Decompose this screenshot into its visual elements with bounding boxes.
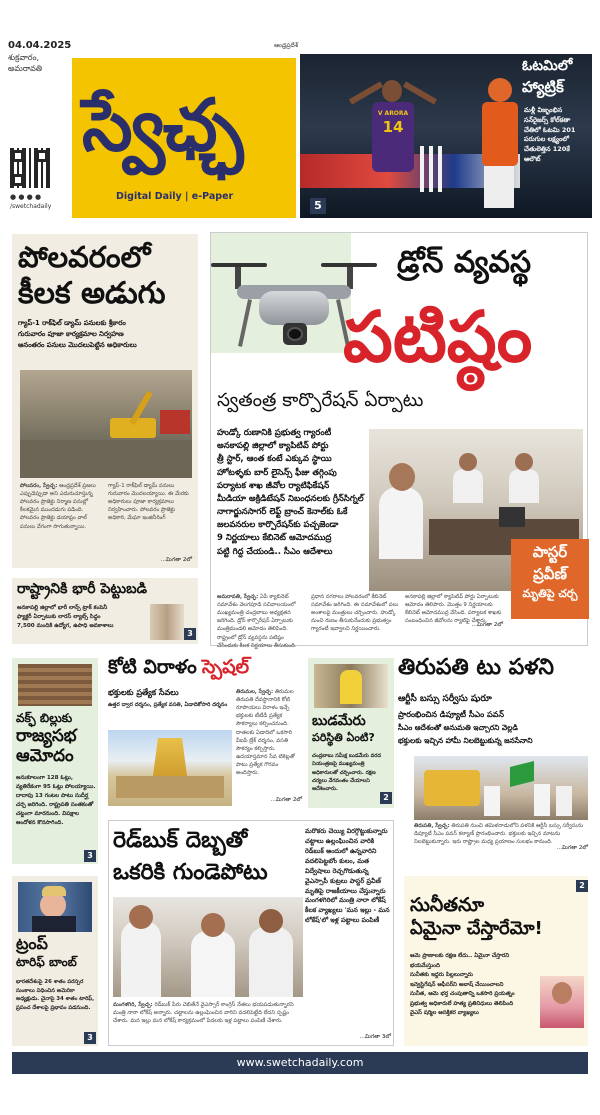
date-block — [8, 40, 82, 80]
sunita-title-1: సునీతనూ — [410, 894, 485, 916]
polavaram-col-1 — [20, 482, 102, 566]
social-icons: ● ● ● ● — [10, 193, 42, 201]
sunita-line: సునీత, ఆమె భర్త చంపుతాన్ని ఒకసారి ప్రయత్నం — [410, 991, 515, 997]
temple-photo[interactable] — [108, 730, 232, 806]
footer-bar — [12, 1052, 588, 1074]
trump-title-1: ట్రంప్ — [16, 934, 48, 953]
redbook-continued[interactable]: …మిగతా 3లో — [359, 1034, 391, 1040]
polavaram-sub-1: గ్యాప్-1 రాక్‌ఫిల్ డ్యామ్ పనులకు శ్రీకారం — [18, 319, 126, 327]
promo-title-1: ఓటమిలో — [522, 58, 573, 74]
ttd-story[interactable] — [108, 658, 302, 808]
sunita-story[interactable] — [404, 876, 588, 1046]
state-label: ఆంధ్రప్రదేశ్ — [274, 42, 298, 49]
drone-point: మీడియా అక్రిడిటేషన్ నిబంధనలకు గ్రీన్‌సిగ్నల్ — [217, 493, 364, 504]
redbook-col — [113, 1001, 303, 1041]
drone-point: పట్టి గిద్ద చేయండి.. సీఎం ఆదేశాలు — [217, 546, 333, 557]
waqf-page-badge[interactable]: 3 — [84, 850, 96, 862]
investment-line-3: 7,500 మందికి ఉద్యోగ, ఉపాధి అవకాశాలు — [17, 622, 114, 629]
tirupati-lines — [398, 692, 588, 752]
issue-city: అమరావతి — [8, 64, 43, 73]
investment-line-2: ఫ్యాక్టరీ ఏర్పాటుకు లారస్ ల్యాబ్స్ సిద్ధం — [17, 613, 101, 620]
sunita-page-badge[interactable]: 2 — [576, 880, 588, 892]
drone-point: 9 నిర్ణయాలు కేబినెట్ ఆమోదముద్ర — [217, 533, 332, 544]
polavaram-dateline: పోలవరం, స్వేచ్ఛ: — [20, 483, 58, 489]
polavaram-sub-3: అనంతరం పనులు మొదలుపెట్టిన అధికారులు — [18, 341, 137, 350]
ttd-body: తిరుమల తిరుపతి దేవస్థానానికి కోటి రూపాయలు విరాళం ఇచ్చే భక్తులకు టీటీడీ ప్రత్యేక సౌకర్యాలు కల్పించనుంది. దాతలకు ఏడాదిలో ఒకసారి వీఐపీ బ్రేక్ దర్శనం, వసతి సౌకర్యం కల్పిస్తారు. ఉదయాస్తమాన సేవ టికెట్లతో పాటు ప్రత్యేక గౌరవం అందిస్తారు. — [236, 689, 295, 777]
trump-photo[interactable] — [18, 882, 92, 932]
ttd-continued[interactable]: …మిగతా 2లో — [270, 797, 302, 803]
drone-col-2 — [311, 593, 399, 645]
ttd-title-2: స్పెషల్ — [201, 656, 250, 678]
drone-point: అనకాపల్లి జిల్లాలో క్యాపిటివ్ పోర్టు — [217, 441, 329, 452]
polavaram-body-1: ఆంధ్రప్రదేశ్ ప్రజలు ఎప్పుడెప్పుడా అని ఎదురుచూస్తున్న పోలవరం ప్రాజెక్టు నిర్మాణ పనుల్లో కీలకమైన ముందడుగు పడింది. పోలవరం ప్రాజెక్టు డయాఫ్రం వాల్ పనులు వేగంగా సాగుతున్నాయి. — [20, 483, 96, 530]
trump-page-badge[interactable]: 3 — [84, 1032, 96, 1044]
polavaram-col-2 — [108, 482, 192, 556]
budameru-photo[interactable] — [314, 664, 388, 708]
ttd-sub-2: ఉత్తర ద్వార దర్శనం, ప్రత్యేక వసతి, ఏడాదికోసారి దర్శనం — [108, 702, 228, 708]
tirupati-continued[interactable]: …మిగతా 2లో — [556, 845, 588, 851]
logo-tagline: Digital Daily | e-Paper — [116, 191, 234, 202]
drone-body-2: ప్రధాన నగరాలు పోలవరంలో కేబినెట్ సమావేశం జరిగింది. ఈ సమావేశంలో పలు అంశాలపై మంత్రులు చర్చించారు. హుడ్కో నుంచి రుణం తీసుకునేందుకు ప్రభుత్వం గ్యారంటీ ఇవ్వాలని నిర్ణయించారు. — [311, 594, 399, 633]
drone-point: నాగార్జునసాగర్ లెఫ్ట్ బ్రాంచ్ కెనాల్‌కు ఓకే — [217, 507, 348, 518]
stumps — [420, 146, 442, 192]
budameru-title-2: పరిస్థితి ఏంటి? — [312, 731, 375, 744]
pastor-callout[interactable] — [511, 539, 589, 619]
investment-story[interactable] — [12, 578, 198, 644]
investment-photo[interactable] — [150, 604, 184, 640]
budameru-story[interactable] — [308, 658, 394, 808]
jersey-name: V ARORA — [377, 110, 409, 117]
drone-col-3 — [405, 593, 505, 645]
drone-body-3: అనకాపల్లి జిల్లాలో క్యాపిటివ్ పోర్టు ఏర్పాటుకు ఆమోదం తెలిపారు. మొత్తం 9 నిర్ణయాలకు కేబినెట్ ఆమోదముద్ర వేసింది. పర్యాటక శాఖకు సంబంధించిన జీవోలను ర్యాటిఫై చేశారు. — [405, 594, 502, 625]
footer-url[interactable]: www.swetchadaily.com — [236, 1056, 364, 1069]
redbook-dateline: మంగళగిరి, స్వేచ్ఛ: — [113, 1002, 153, 1008]
redbook-body: రెడ్‌బుక్ పేరు చెబితేనే వైఎస్సార్ కాంగ్రెస్ నేతలు భయపడుతున్నారని మంత్రి నారా లోకేష్ అన్నారు. చట్టాలను ఉల్లంఘించిన వారిని వదలిపెట్టేది లేదని స్పష్టం చేశారు. మన ఇల్లు మన లోకేష్ కార్యక్రమంలో పేదలకు ఇళ్ల పట్టాలు పంపిణీ చేశారు. — [113, 1002, 294, 1025]
waqf-body: అనుకూలంగా 128 ఓట్లు, వ్యతిరేకంగా 95 ఓట్లు పోలయ్యాయి. దాదాపు 13 గంటల పాటు సుదీర్ఘ చర్చ జరిగింది. రాష్ట్రపతి సంతకంతో చట్టంగా మారనుంది. విపక్షాల ఆందోళన కొనసాగింది. — [16, 775, 96, 826]
tirupati-line-1: ఆర్టీసీ బస్సు సర్వీసు షురూ — [398, 694, 492, 704]
promo-page-badge[interactable]: 5 — [310, 198, 326, 214]
polavaram-subheads — [18, 318, 196, 370]
polavaram-sub-2: గురువారం పూజా కార్యక్రమాల నిర్వహణ — [18, 330, 124, 339]
ttd-title-1: కోటి విరాళం — [108, 656, 197, 678]
sunita-line: ప్రభుత్వ అధికారులే హత్య ప్రతినిధులు తెలిపింది — [410, 1000, 514, 1007]
jersey-number: 14 — [382, 118, 404, 136]
budameru-page-badge[interactable]: 2 — [380, 792, 392, 804]
investment-page-badge[interactable]: 3 — [184, 628, 196, 640]
masthead — [8, 40, 592, 220]
batter-figure — [476, 78, 524, 208]
trump-title-2: టారిఫ్ బాంబ్ — [16, 955, 77, 969]
budameru-title-1: బుడమేరు — [312, 713, 366, 729]
investment-line-1: అనకాపల్లి జిల్లాలో భారీ లాన్స్ ట్రాక్ కంపెనీ — [17, 605, 108, 611]
waqf-title-2: రాజ్యసభ — [16, 726, 77, 746]
promo-title-2: హ్యాట్రిక్ — [522, 78, 564, 96]
drone-point: హుడ్కో రుణానికి ప్రభుత్వ గ్యారంటీ — [217, 428, 332, 438]
drone-col-1 — [217, 593, 305, 649]
waqf-story[interactable] — [12, 658, 98, 864]
ttd-title — [108, 658, 302, 684]
redbook-title-2: ఒకరికి గుండెపోటు — [113, 860, 268, 885]
polavaram-continued[interactable]: …మిగతా 2లో — [160, 557, 192, 563]
ttd-dateline: తిరుమల, స్వేచ్ఛ: — [236, 689, 274, 695]
tirupati-story[interactable] — [398, 655, 588, 858]
waqf-title-3: ఆమోదం — [16, 746, 74, 766]
pastor-line-2: ప్రవీణ్ — [533, 565, 567, 583]
polavaram-photo[interactable] — [20, 370, 192, 478]
cricket-promo[interactable] — [300, 54, 592, 218]
polavaram-title-2: కీలక అడుగు — [18, 276, 166, 311]
parliament-photo[interactable] — [18, 664, 92, 706]
lokesh-photo[interactable] — [113, 897, 303, 997]
sunita-line: ఇన్వెస్టిగేషన్ ఆఫీసర్‌ని అబాష్ చేయించాలని — [410, 981, 504, 988]
waqf-title-1: వక్ఫ్ బిల్లుకు — [16, 711, 73, 725]
drone-dateline: అమరావతి, స్వేచ్ఛ: — [217, 594, 259, 600]
drone-continued[interactable]: …మిగతా 2లో — [471, 622, 503, 628]
logo-block[interactable] — [72, 58, 296, 218]
tirupati-body: తిరుపతి నుంచి తమిళనాడులోని పళనికి ఆర్టీసీ బస్సు సర్వీసును డిప్యూటీ సీఎం పవన్ కల్యాణ్ ప్రారంభించారు. భక్తులకు ఇచ్చిన మాటను నిలబెట్టుకున్నారు. ఇరు రాష్ట్రాల మధ్య ప్రయాణం సులభం కానుంది. — [414, 823, 584, 846]
pastor-line-1: పాస్టర్ — [532, 543, 568, 561]
ttd-body-col — [236, 688, 302, 794]
budameru-body: చంద్రబాబు సమీక్ష బుడమేరు వరద నియంత్రణపై ముఖ్యమంత్రి అధికారులతో చర్చించారు. రక్షణ చర్యలు వేగవంతం చేయాలని ఆదేశించారు. — [312, 753, 382, 793]
issue-date: 04.04.2025 — [8, 40, 72, 51]
sunita-line: ఆమె ప్రాణాలకు రక్షణ లేదు.. ఏమైనా చేస్తారని భయమేస్తుంది — [410, 953, 510, 969]
sunita-line: సునీతకు ఇద్దరు పిల్లలున్నారు — [410, 972, 473, 978]
drone-point: పర్యాటక శాఖ జీవోల ర్యాటిఫికేషన్ — [217, 480, 330, 491]
sunita-title-2: ఏమైనా చేస్తారేమో! — [410, 918, 543, 939]
drone-point: జలవనరుల కార్పొరేషన్‌కు పచ్చజెండా — [217, 520, 339, 531]
sharmila-photo[interactable] — [540, 976, 584, 1028]
tirupati-dateline: తిరుపతి, స్వేచ్ఛ: — [414, 823, 450, 829]
drone-title-1: డ్రోన్ వ్యవస్థ — [397, 245, 532, 280]
promo-text: మళ్లీ విజృంభిన సన్‌రైజర్స్ కోల్‌కతా చేతిలో ఓటమి 201 పరుగుల లక్ష్యంలో చేతులెత్తిన 120కే ఆలౌట్ — [524, 106, 576, 163]
drone-point: హోటళ్ళకు బార్ లైసెన్స్ ఫీజు తగ్గింపు — [217, 467, 337, 478]
polavaram-title-1: పోలవరంలో — [18, 240, 151, 274]
sunita-line: వైఎస్ షర్మిల ఆసక్తికర వ్యాఖ్యలు — [410, 1010, 479, 1016]
bowler-figure — [362, 70, 424, 190]
drone-body-1: ఏపీ క్యాబినెట్ సమావేశం వెలగపూడి సచివాలయంలో ముఖ్యమంత్రి చంద్రబాబు అధ్యక్షతన జరిగింది. డ్రోన్ కార్పొరేషన్ ఏర్పాటుకు మంత్రిమండలి ఆమోదం తెలిపింది. రాష్ట్రంలో డ్రోన్ వ్యవస్థను పటిష్ఠం చేసేందుకు కీలక నిర్ణయాలు తీసుకుంది. — [217, 594, 297, 649]
trump-body: భారతదేశంపై 26 శాతం పరస్పర సుంకాలు విధించిన అమెరికా అధ్యక్షుడు. చైనాపై 34 శాతం టారిఫ్, ప్రపంచ దేశాలపై ప్రభావం పడనుంది. — [16, 979, 95, 1011]
logo-wordmark: స్వేఛ్ఛ — [82, 83, 242, 167]
investment-lines — [17, 604, 147, 640]
redbook-title-1: రెడ్‌బుక్ దెబ్బతో — [113, 828, 248, 853]
ttd-sub: భక్తులకు ప్రత్యేక సేవలు — [108, 688, 179, 697]
social-handle: /swetchadaily — [10, 203, 52, 210]
sunita-lines — [410, 952, 540, 1044]
tirupati-line-3: సీఎం ఆదేశంతో అనుమతి ఇచ్చారని వెల్లడి — [398, 722, 518, 732]
issue-day: శుక్రవారం, — [8, 53, 40, 62]
tirupati-line-4: భక్తులకు ఇచ్చిన హామీ నిలబెట్టుకున్న జనసేనాని — [398, 735, 533, 745]
pastor-line-3: మృతిపై చర్చ — [522, 587, 578, 600]
drone-point: త్రీ స్టార్, ఆంత కంటే ఎక్కువ స్థాయి — [217, 454, 332, 465]
drone-title-2: పటిష్ఠం — [343, 296, 533, 378]
drone-subtitle: స్వతంత్ర కార్పొరేషన్ ఏర్పాటు — [217, 390, 424, 411]
tirupati-line-2: ప్రారంభించిన డిప్యూటీ సీఎం పవన్ — [398, 709, 504, 719]
tirupati-title: తిరుపతి టు పళని — [398, 655, 554, 680]
redbook-story[interactable] — [108, 820, 394, 1046]
investment-title: రాష్ట్రానికి భారీ పెట్టుబడి — [17, 581, 147, 597]
bus-flagoff-photo[interactable] — [414, 756, 588, 820]
qr-code[interactable] — [10, 148, 50, 188]
redbook-side: మరొకరు చెయ్యి విరగ్గొట్టుకున్నారు చట్టాలు ఉల్లంఘించిన వారికి రెడ్‌బుక్ అందులో ఉన్నవారిని వదలిపెట్టబోం కులం, మత విద్వేషాలు రెచ్చగొడుతున్న వైఎస్సాపీ కుట్రలు పాస్టర్ ప్రవీణ్ మృతిపై రాజకీయాలు చేస్తున్నారు మంగళగిరిలో మంత్రి నారా లోకేష్ కీలక వ్యాఖ్యలు 'మన ఇల్లు - మన లోకేష్'లో ఇళ్ల పట్టాలు పంపిణీ — [305, 827, 390, 925]
polavaram-story[interactable] — [12, 234, 198, 568]
polavaram-body-2: గ్యాప్-1 రాక్‌ఫిల్ డ్యామ్ పనులు గురువారం మొదలయ్యాయి. ఈ మేరకు అధికారులు పూజా కార్యక్రమాలు నిర్వహించారు. పోలవరం ప్రాజెక్టు అధికారి, మేఘా ఇంజినీరింగ్ — [108, 483, 189, 522]
drone-story[interactable] — [210, 232, 588, 649]
trump-story[interactable] — [12, 876, 98, 1046]
